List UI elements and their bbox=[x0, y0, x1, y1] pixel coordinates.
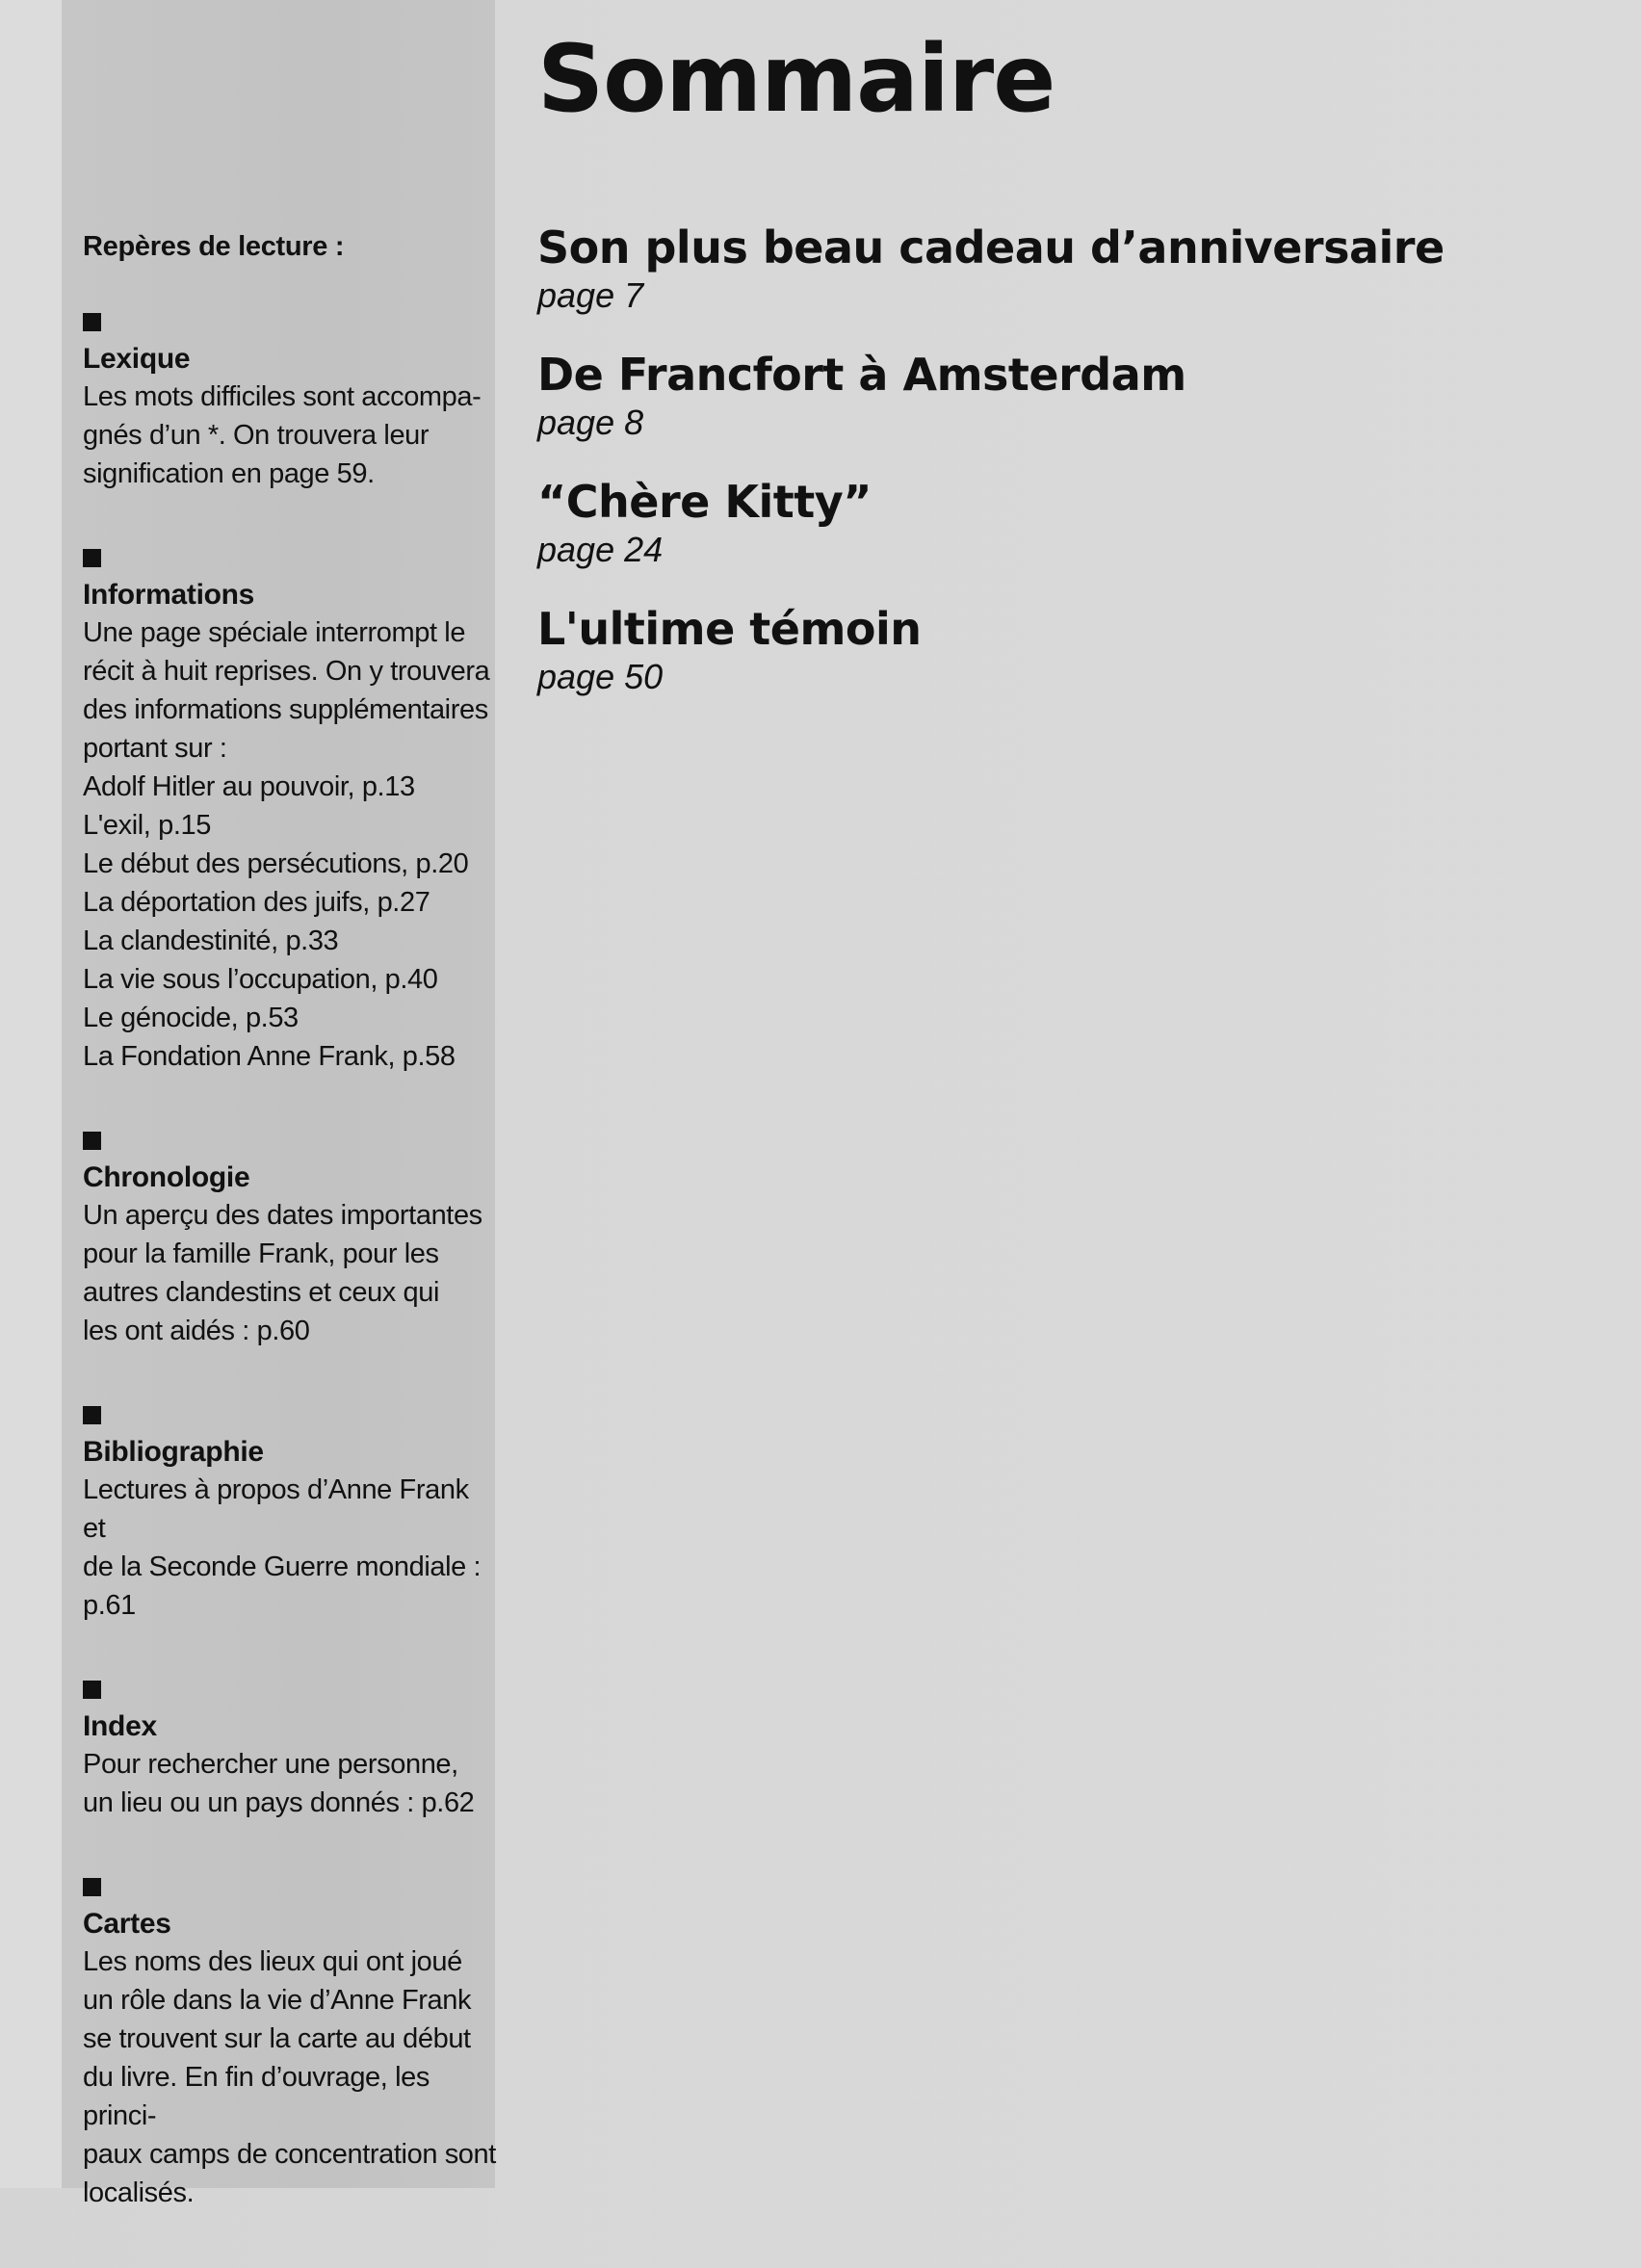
toc-entry bbox=[537, 220, 1597, 316]
toc-entry-title: “Chère Kitty” bbox=[537, 476, 872, 528]
page-title: Sommaire bbox=[537, 25, 1055, 133]
toc-entry-page: page 7 bbox=[537, 275, 644, 315]
reading-guide-sidebar bbox=[62, 0, 496, 2208]
section-text: Les mots difficiles sont accompa- gnés d’un *. On trouvera leur signification en page 59. bbox=[83, 381, 482, 489]
section-title: Bibliographie bbox=[83, 1436, 264, 1468]
section-text: Les noms des lieux qui ont joué un rôle dans la vie d’Anne Frank se trouvent sur la carte au début du livre. En fin d’ouvrage, les princi- paux camps de concentration sont localisés. bbox=[83, 1946, 496, 2208]
toc-entry bbox=[537, 474, 1597, 570]
section-title: Chronologie bbox=[83, 1161, 250, 1193]
square-bullet-icon bbox=[83, 1132, 101, 1150]
square-bullet-icon bbox=[83, 1878, 101, 1896]
toc-entry-page: page 8 bbox=[537, 403, 644, 442]
square-bullet-icon bbox=[83, 313, 101, 331]
section-text: Un aperçu des dates importantes pour la famille Frank, pour les autres clandestins et ceux qui les ont aidés : p.60 bbox=[83, 1200, 482, 1346]
square-bullet-icon bbox=[83, 549, 101, 567]
section-title: Cartes bbox=[83, 1908, 171, 1940]
section-lexique bbox=[83, 313, 497, 493]
section-text: Pour rechercher une personne, un lieu ou un pays donnés : p.62 bbox=[83, 1749, 475, 1818]
section-informations bbox=[83, 549, 497, 1076]
toc-entry-title: De Francfort à Amsterdam bbox=[537, 349, 1186, 401]
section-text: Une page spéciale interrompt le récit à huit reprises. On y trouvera des informations supplémentaires portant sur : Adolf Hitler au pouvoir, p.13 L'exil, p.15 Le début des persécutions, p.20 La déportation des juifs, p.27 La clandestinité, p.33 La vie sous l’occupation, p.40 Le génocide, p.53 La Fondation Anne Frank, p.58 bbox=[83, 617, 490, 1072]
table-of-contents bbox=[537, 220, 1597, 728]
toc-entry bbox=[537, 347, 1597, 443]
toc-entry-title: Son plus beau cadeau d’anniversaire bbox=[537, 222, 1445, 274]
section-index bbox=[83, 1681, 497, 1822]
square-bullet-icon bbox=[83, 1681, 101, 1699]
toc-entry-title: L'ultime témoin bbox=[537, 603, 922, 655]
toc-entry bbox=[537, 601, 1597, 697]
section-cartes bbox=[83, 1878, 497, 2212]
square-bullet-icon bbox=[83, 1406, 101, 1424]
section-chronologie bbox=[83, 1132, 497, 1350]
section-title: Index bbox=[83, 1710, 157, 1742]
section-title: Informations bbox=[83, 579, 255, 611]
toc-entry-page: page 24 bbox=[537, 530, 664, 569]
section-text: Lectures à propos d’Anne Frank et de la Seconde Guerre mondiale : p.61 bbox=[83, 1474, 482, 1621]
section-bibliographie bbox=[83, 1406, 497, 1625]
sidebar-heading: Repères de lecture : bbox=[83, 231, 345, 262]
toc-entry-page: page 50 bbox=[537, 657, 664, 696]
page-edge bbox=[0, 0, 62, 2188]
section-title: Lexique bbox=[83, 343, 191, 375]
